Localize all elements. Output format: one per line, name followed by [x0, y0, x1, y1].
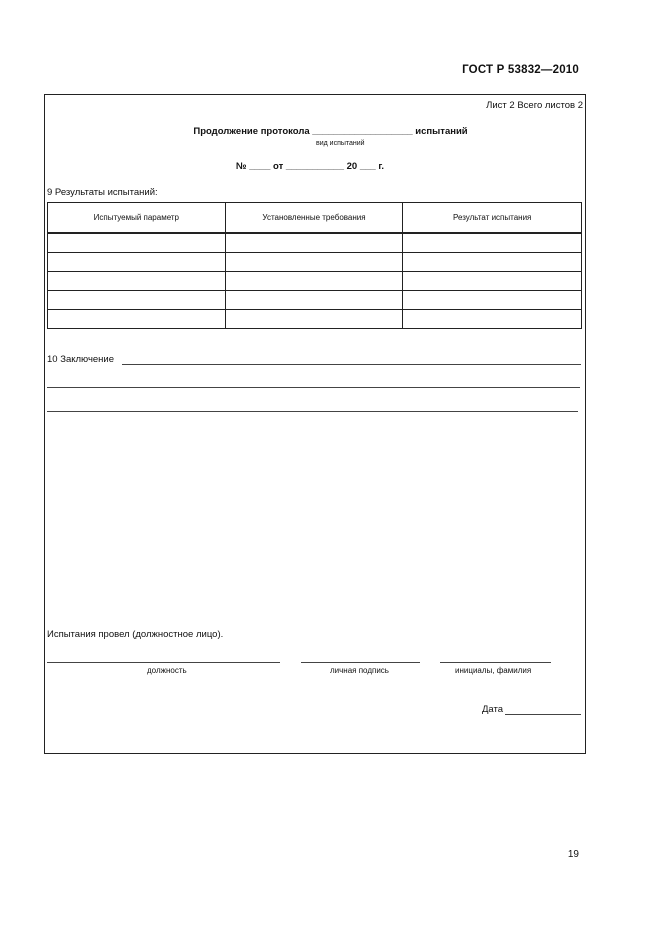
table-cell[interactable] [48, 310, 226, 329]
initials-line[interactable] [440, 662, 551, 663]
table-cell[interactable] [225, 272, 403, 291]
conclusion-line-2[interactable] [47, 387, 580, 388]
protocol-continuation-title: Продолжение протокола ___________________ испытаний [193, 126, 468, 137]
table-cell[interactable] [225, 310, 403, 329]
tested-by-label: Испытания провел (должностное лицо). [47, 629, 224, 640]
column-header-parameter: Испытуемый параметр [48, 203, 226, 234]
table-cell[interactable] [225, 291, 403, 310]
table-cell[interactable] [48, 272, 226, 291]
table-row [48, 272, 582, 291]
table-header-row [48, 203, 582, 234]
protocol-number-line: № ____ от ___________ 20 ___ г. [236, 161, 384, 172]
table-cell[interactable] [48, 253, 226, 272]
table-cell[interactable] [225, 253, 403, 272]
table-cell[interactable] [403, 272, 582, 291]
position-caption: должность [147, 666, 187, 675]
standard-number: ГОСТ Р 53832—2010 [462, 64, 579, 76]
signature-caption: личная подпись [330, 666, 389, 675]
table-cell[interactable] [225, 233, 403, 253]
table-row [48, 310, 582, 329]
test-type-hint: вид испытаний [316, 140, 365, 147]
column-header-result: Результат испытания [403, 203, 582, 234]
column-header-requirements: Установленные требования [225, 203, 403, 234]
table-row [48, 233, 582, 253]
sheet-info: Лист 2 Всего листов 2 [486, 100, 583, 111]
results-table [47, 202, 582, 329]
date-label: Дата [482, 704, 504, 715]
date-line[interactable] [505, 714, 581, 715]
conclusion-line-3[interactable] [47, 411, 578, 412]
conclusion-label: 10 Заключение [47, 354, 115, 365]
table-cell[interactable] [403, 233, 582, 253]
table-cell[interactable] [48, 291, 226, 310]
page-number: 19 [567, 849, 579, 860]
conclusion-line-1[interactable] [122, 364, 581, 365]
results-section-title: 9 Результаты испытаний: [47, 187, 158, 198]
table-row [48, 291, 582, 310]
initials-caption: инициалы, фамилия [455, 666, 532, 675]
table-row [48, 253, 582, 272]
table-cell[interactable] [403, 253, 582, 272]
signature-line[interactable] [301, 662, 420, 663]
table-cell[interactable] [48, 233, 226, 253]
table-cell[interactable] [403, 310, 582, 329]
table-cell[interactable] [403, 291, 582, 310]
position-line[interactable] [47, 662, 280, 663]
